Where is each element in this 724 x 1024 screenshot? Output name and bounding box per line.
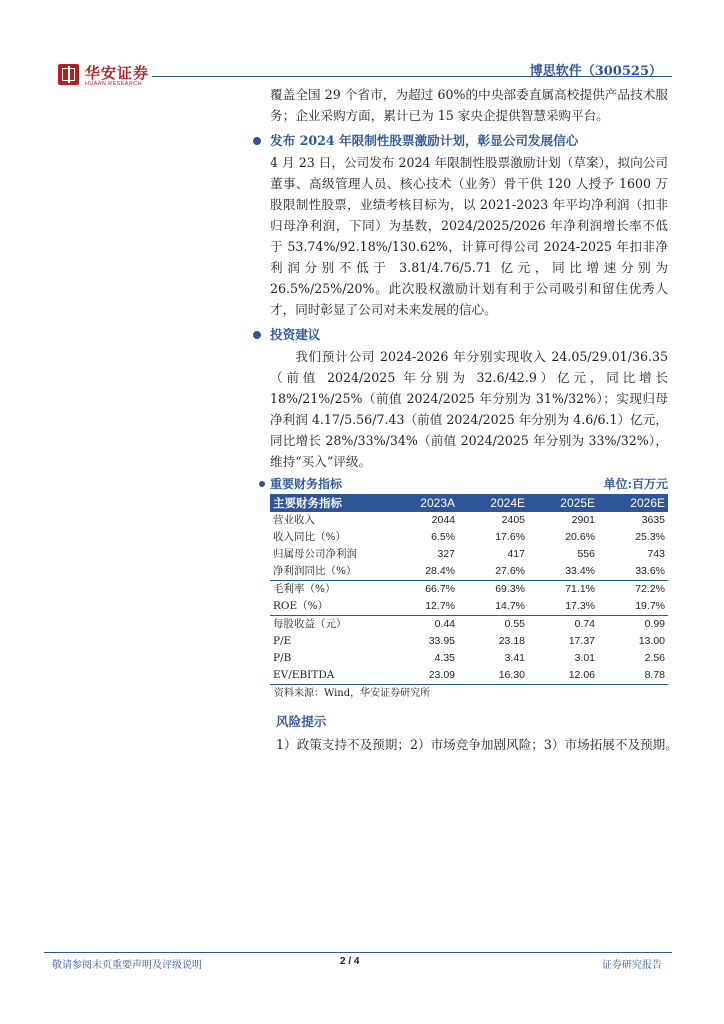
row-label: 收入同比（%） — [273, 531, 346, 543]
table-cell: 16.30 — [458, 667, 528, 685]
table-heading — [270, 474, 668, 494]
header-divider — [152, 76, 672, 77]
row-label: ROE（%） — [273, 600, 329, 612]
table-cell: 17.3% — [565, 600, 595, 612]
row-label: 净利润同比（%） — [273, 565, 357, 577]
main-content — [270, 84, 678, 755]
table-cell: 417 — [507, 548, 525, 560]
table-cell: 66.7% — [388, 581, 458, 599]
page-number: 2 / 4 — [340, 956, 360, 967]
table-row — [270, 598, 668, 616]
table-cell: 0.74 — [528, 616, 598, 634]
table-cell: 0.99 — [598, 616, 668, 634]
row-label: 归属母公司净利润 — [273, 548, 357, 560]
footer-disclaimer-link: 敬请参阅末页重要声明及评级说明 — [52, 960, 202, 971]
table-row — [270, 581, 668, 599]
table-cell: 33.95 — [428, 635, 455, 647]
table-cell: 20.6% — [565, 531, 595, 543]
financial-table — [270, 494, 668, 685]
section-heading-incentive — [270, 130, 668, 152]
company-logo — [58, 58, 168, 88]
table-row — [270, 667, 668, 685]
table-cell: 3635 — [641, 514, 665, 526]
table-cell: 23.09 — [388, 667, 458, 685]
invest-paragraph: 我们预计公司 2024-2026 年分别实现收入 24.05/29.01/36.35（前值 2024/2025 年分别为 32.6/42.9）亿元，同比增长 18%/21%/25%（前值 2024/2025 年分别为 31%/32%）；实现归母净利润 4.17/5.56/7.43（前值 2024/2025 年分别为 4.6/6.1）亿元，同比增长 28%/33%/34%（前值 2024/2025 年分别为 33%/32%），维持“买入”评级。 — [270, 349, 668, 469]
table-cell: 72.2% — [598, 581, 668, 599]
table-cell: 0.44 — [388, 616, 458, 634]
column-header: 主要财务指标 — [270, 494, 388, 512]
table-row — [270, 563, 668, 581]
footer-report-type: 证券研究报告 — [602, 960, 662, 971]
table-cell: 28.4% — [425, 565, 455, 577]
column-header: 2023A — [388, 494, 458, 512]
risk-heading: 风险提示 — [276, 714, 327, 729]
table-row — [270, 546, 668, 563]
table-cell: 2044 — [431, 514, 455, 526]
table-row — [270, 633, 668, 650]
table-cell: 2405 — [501, 514, 525, 526]
table-cell: 33.4% — [565, 565, 595, 577]
table-unit: 单位:百万元 — [603, 477, 668, 491]
table-cell: 33.6% — [635, 565, 665, 577]
incentive-paragraph: 4 月 23 日，公司发布 2024 年限制性股票激励计划（草案），拟向公司董事、高级管理人员、核心技术（业务）骨干供 120 人授予 1600 万股限制性股票，业绩考核目标为，以 2021-2023 年平均净利润（扣非归母净利润，下同）为基数，2024/2025/2026 年净利润增长率不低于 53.74%/92.18%/130.62%，计算可得公司 2024-2025 年扣非净利润分别不低于 3.81/4.76/5.71 亿元，同比增速分别为 26.5%/25%/20%。此次股权激励计划有利于公司吸引和留住优秀人才，同时彰显了公司对未来发展的信心。 — [270, 155, 668, 317]
column-header: 2024E — [458, 494, 528, 512]
row-label: 每股收益（元） — [270, 616, 388, 634]
table-cell: 25.3% — [635, 531, 665, 543]
row-label: EV/EBITDA — [270, 667, 388, 685]
table-cell: 17.6% — [495, 531, 525, 543]
table-cell: 27.6% — [495, 565, 525, 577]
table-cell: 12.7% — [425, 600, 455, 612]
section-title: 投资建议 — [270, 327, 321, 342]
section-heading-invest — [270, 324, 668, 346]
column-header: 2025E — [528, 494, 598, 512]
table-cell: 327 — [437, 548, 455, 560]
bullet-icon — [259, 481, 265, 487]
table-row — [270, 512, 668, 529]
bullet-icon — [253, 331, 261, 339]
row-label: 营业收入 — [273, 514, 315, 526]
report-title: 博思软件（300525） — [529, 64, 662, 79]
table-cell: 13.00 — [638, 635, 665, 647]
table-cell: 4.35 — [434, 652, 455, 664]
table-row — [270, 529, 668, 546]
table-cell: 23.18 — [498, 635, 525, 647]
risk-paragraph: 1）政策支持不及预期；2）市场竞争加剧风险；3）市场拓展不及预期。 — [276, 737, 678, 752]
logo-english-name: HUAAN RESEARCH — [85, 81, 142, 87]
row-label: P/B — [273, 652, 292, 664]
table-title: 重要财务指标 — [270, 477, 343, 491]
row-label: 毛利率（%） — [270, 581, 388, 599]
row-label: P/E — [273, 635, 292, 647]
table-cell: 743 — [647, 548, 665, 560]
table-cell: 71.1% — [528, 581, 598, 599]
table-header-row — [270, 494, 668, 512]
table-cell: 69.3% — [458, 581, 528, 599]
table-cell: 0.55 — [458, 616, 528, 634]
table-cell: 6.5% — [431, 531, 455, 543]
table-cell: 19.7% — [635, 600, 665, 612]
table-cell: 556 — [577, 548, 595, 560]
footer-divider — [44, 952, 672, 953]
column-header: 2026E — [598, 494, 668, 512]
section-title: 发布 2024 年限制性股票激励计划，彰显公司发展信心 — [270, 133, 579, 148]
logo-chinese-name: 华安证券 — [85, 64, 150, 82]
table-cell: 2.56 — [644, 652, 665, 664]
table-row — [270, 650, 668, 667]
bullet-icon — [253, 137, 261, 145]
table-cell: 8.78 — [598, 667, 668, 685]
table-cell: 3.01 — [574, 652, 595, 664]
table-cell: 12.06 — [528, 667, 598, 685]
intro-paragraph: 覆盖全国 29 个省市，为超过 60%的中央部委直属高校提供产品技术服务；企业采购方面，累计已为 15 家央企提供智慧采购平台。 — [270, 87, 668, 123]
table-source: 资料来源：Wind，华安证券研究所 — [274, 688, 431, 699]
table-cell: 17.37 — [568, 635, 595, 647]
table-row — [270, 616, 668, 634]
table-cell: 14.7% — [495, 600, 525, 612]
table-cell: 2901 — [571, 514, 595, 526]
table-cell: 3.41 — [504, 652, 525, 664]
logo-seal-icon — [58, 64, 79, 85]
